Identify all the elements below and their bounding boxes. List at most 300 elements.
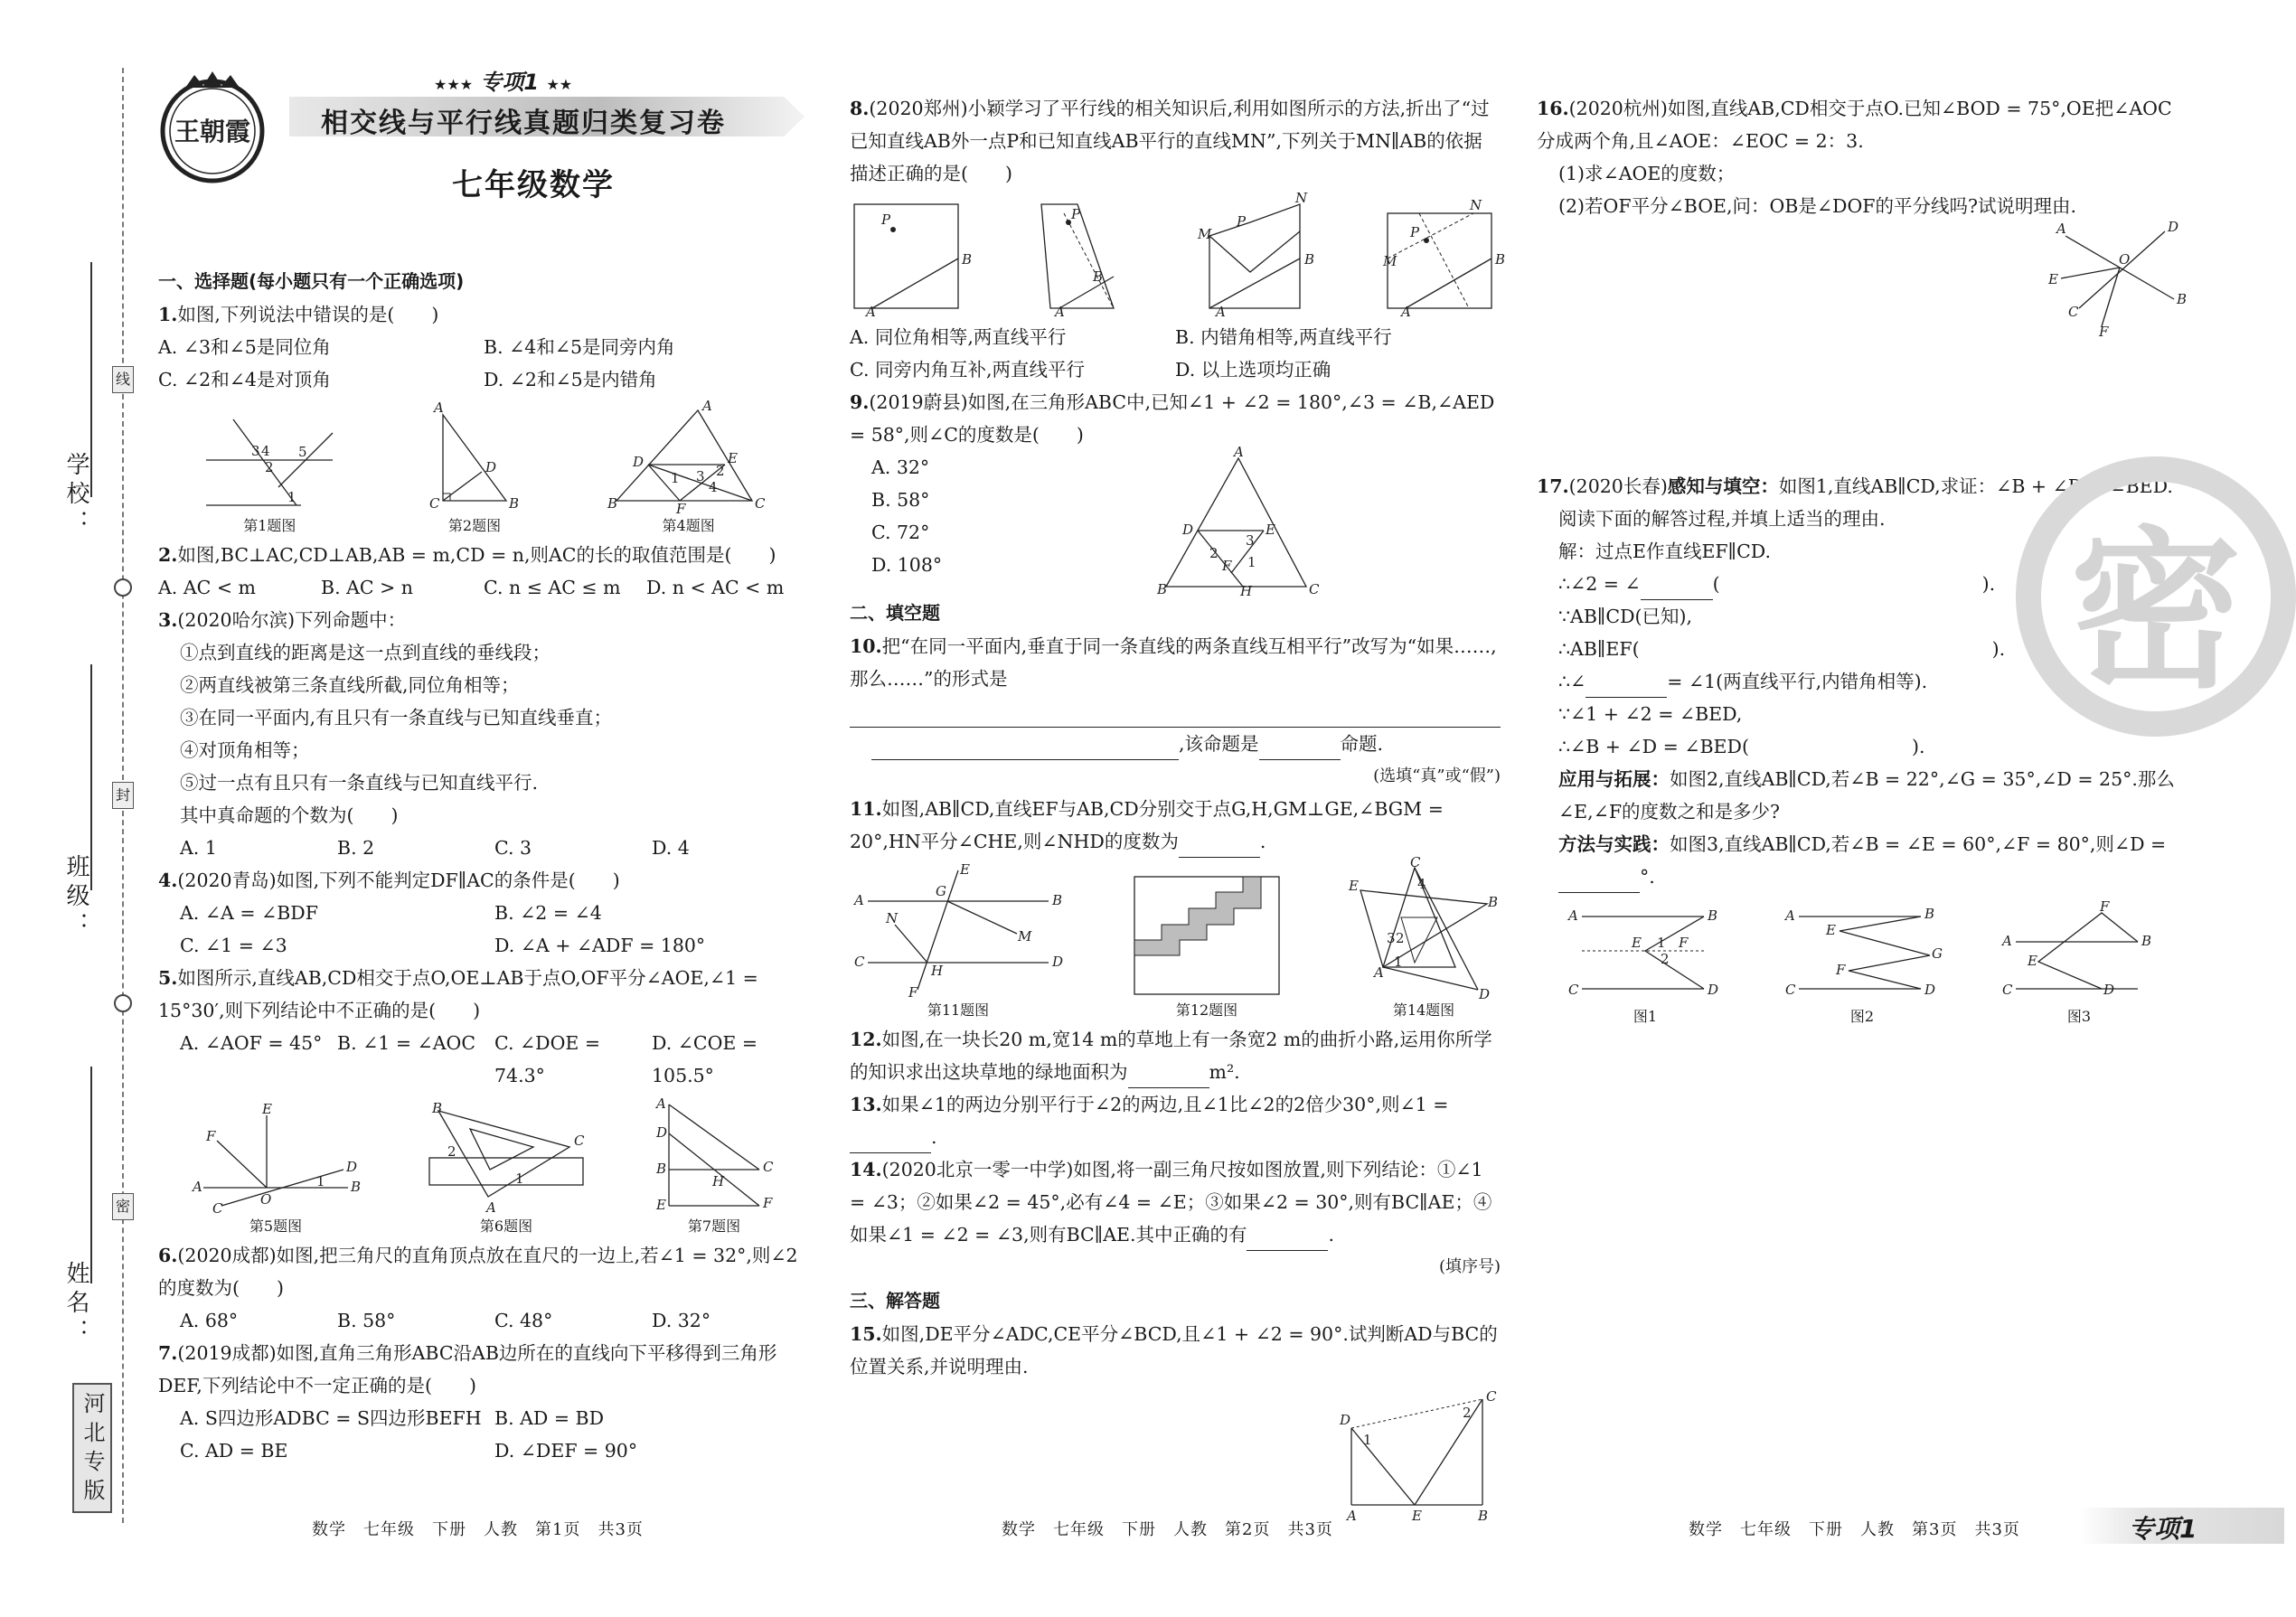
q17-step-6: ∵∠1 + ∠2 = ∠BED, xyxy=(1558,703,1743,725)
svg-text:E: E xyxy=(1266,522,1275,538)
q17-method-end: °. xyxy=(1640,866,1655,888)
figure-q7 xyxy=(651,1097,777,1236)
svg-text:1: 1 xyxy=(1363,1432,1372,1448)
figure-q2 xyxy=(420,401,529,535)
q17-bold-perceive: 感知与填空： xyxy=(1667,475,1779,497)
q9-number: 9. xyxy=(850,391,870,413)
brand-logo xyxy=(154,68,271,185)
svg-text:1: 1 xyxy=(316,1173,325,1189)
svg-text:4: 4 xyxy=(261,443,270,459)
q12-number: 12. xyxy=(850,1029,882,1050)
q17-step-7-text: ∴∠B + ∠D = ∠BED( xyxy=(1558,736,1749,757)
column-1 xyxy=(158,264,809,1467)
question-10 xyxy=(850,630,1501,760)
figure-q17-3 xyxy=(2002,898,2156,1026)
svg-text:A: A xyxy=(1400,304,1411,320)
figure-q6-caption: 第6题图 xyxy=(479,1217,533,1235)
q1-text: 如图,下列说法中错误的是( ) xyxy=(177,304,439,325)
svg-text:B: B xyxy=(1488,894,1499,910)
question-14 xyxy=(850,1153,1501,1251)
svg-text:C: C xyxy=(428,495,440,512)
q17-number: 17. xyxy=(1537,475,1569,497)
question-8 xyxy=(850,92,1501,190)
footer-page-2: 数学 七年级 下册 人教 第2页 共3页 xyxy=(1002,1520,1333,1539)
q11-end: . xyxy=(1259,831,1266,852)
q9-option-b[interactable]: B. 58° xyxy=(871,489,930,511)
figure-q4-diagram xyxy=(607,398,770,517)
svg-text:E: E xyxy=(2048,271,2058,287)
svg-text:B: B xyxy=(1052,892,1063,908)
svg-text:E: E xyxy=(1632,935,1642,951)
subject-title: 七年级数学 xyxy=(452,167,615,203)
q4-option-c[interactable]: C. ∠1 = ∠3 xyxy=(180,935,287,956)
svg-text:C: C xyxy=(1309,581,1320,597)
header-stars-row xyxy=(434,64,572,96)
secret-watermark xyxy=(2016,456,2296,737)
svg-text:4: 4 xyxy=(1417,876,1426,892)
q8-text: (2020郑州)小颖学习了平行线的相关知识后,利用如图所示的方法,折出了“过已知直线AB外一点P和已知直线AB平行的直线MN”,下列关于MN∥AB的依据描述正确的是( ) xyxy=(850,98,1490,184)
svg-text:2: 2 xyxy=(1463,1405,1472,1421)
question-3 xyxy=(158,604,809,636)
figure-q8-step2 xyxy=(1028,195,1136,320)
q6-option-d[interactable]: D. 32° xyxy=(652,1310,711,1331)
q14-text: (2020北京一零一中学)如图,将一副三角尺按如图放置,则下列结论：①∠1 = ∠3；②如果∠2 = 45°,必有∠4 = ∠E；③如果∠2 = 30°,则有BC∥AE；④如果∠1 = ∠2 = ∠3,则有BC∥AE.其中正确的有 xyxy=(850,1159,1492,1246)
svg-text:C: C xyxy=(1785,982,1796,998)
q5-option-b[interactable]: B. ∠1 = ∠AOC xyxy=(337,1032,475,1054)
svg-text:1: 1 xyxy=(1247,554,1256,570)
svg-text:2: 2 xyxy=(715,463,725,479)
svg-text:D: D xyxy=(1340,1412,1351,1428)
figure-q1 xyxy=(197,415,342,535)
svg-text:1: 1 xyxy=(515,1170,524,1187)
q16-number: 16. xyxy=(1537,98,1569,119)
q17-blank-4[interactable] xyxy=(1586,677,1667,698)
q10-tail: ,该命题是 xyxy=(1179,733,1259,755)
q5-option-c[interactable]: C. ∠DOE = 74.3° xyxy=(494,1032,601,1086)
svg-text:O: O xyxy=(2119,251,2131,268)
q3-item-1: ①点到直线的距离是这一点到直线的垂线段； xyxy=(180,642,550,663)
figure-q2-caption: 第2题图 xyxy=(447,517,502,534)
q3-text: (2020哈尔滨)下列命题中： xyxy=(177,609,407,631)
q17-blank-1[interactable] xyxy=(1641,579,1713,600)
svg-text:B: B xyxy=(432,1100,443,1116)
figure-q1-diagram xyxy=(197,415,342,514)
svg-text:3: 3 xyxy=(695,468,705,484)
footer-page-3: 数学 七年级 下册 人教 第3页 共3页 xyxy=(1689,1520,2020,1539)
question-4 xyxy=(158,864,809,897)
q14-end: . xyxy=(1328,1224,1335,1246)
q17-step-7: ∴∠B + ∠D = ∠BED( ). xyxy=(1537,730,2188,763)
svg-text:2: 2 xyxy=(265,459,274,475)
svg-text:1: 1 xyxy=(287,489,296,505)
q2-option-d[interactable]: D. n < AC < m xyxy=(646,577,785,598)
svg-text:1: 1 xyxy=(1394,954,1403,970)
q15-text: 如图,DE平分∠ADC,CE平分∠BCD,且∠1 + ∠2 = 90°.试判断AD与BC的位置关系,并说明理由. xyxy=(850,1323,1498,1377)
q10-blank-2[interactable] xyxy=(871,739,1179,760)
q9-option-d[interactable]: D. 108° xyxy=(871,554,943,576)
name-label: 姓名： xyxy=(62,1261,89,1348)
svg-text:D: D xyxy=(1479,986,1491,1002)
svg-text:A: A xyxy=(1054,304,1065,320)
svg-text:C: C xyxy=(2068,304,2079,320)
svg-text:B: B xyxy=(1092,268,1103,285)
figure-q15-diagram xyxy=(1338,1388,1501,1528)
q1-option-a[interactable]: A. ∠3和∠5是同位角 xyxy=(158,336,331,358)
figure-q17-2 xyxy=(1785,906,1943,1026)
figure-q1-caption: 第1题图 xyxy=(243,517,296,534)
svg-text:E: E xyxy=(262,1101,272,1117)
q10-note: (选填“真”或“假”) xyxy=(1373,766,1501,785)
svg-text:G: G xyxy=(1932,945,1943,962)
figure-q12 xyxy=(1130,872,1284,1020)
section-solve: 三、解答题 xyxy=(850,1290,940,1311)
q17-blank-3[interactable] xyxy=(1640,645,1992,665)
svg-text:3: 3 xyxy=(1387,930,1396,946)
header xyxy=(154,59,814,203)
svg-text:B: B xyxy=(1478,1508,1489,1524)
q2-option-c[interactable]: C. n ≤ AC ≤ m xyxy=(484,577,621,598)
svg-text:F: F xyxy=(206,1128,216,1144)
q5-number: 5. xyxy=(158,967,178,989)
figure-q4 xyxy=(607,398,770,535)
svg-text:F: F xyxy=(675,501,686,517)
svg-text:5: 5 xyxy=(298,444,307,460)
q7-options xyxy=(158,1402,809,1467)
q14-number: 14. xyxy=(850,1159,882,1180)
q2-option-a[interactable]: A. AC < m xyxy=(158,577,256,598)
svg-text:N: N xyxy=(1295,190,1308,206)
svg-text:M: M xyxy=(1018,928,1032,945)
q17-step-5-text: ∴∠ xyxy=(1558,671,1586,692)
svg-text:D: D xyxy=(485,459,497,475)
binding-hole-1 xyxy=(114,578,132,597)
q6-option-a[interactable]: A. 68° xyxy=(180,1310,239,1331)
svg-text:B: B xyxy=(1304,251,1315,268)
q13-blank[interactable] xyxy=(850,1133,931,1153)
q6-options xyxy=(158,1304,809,1337)
q17-bold-apply: 应用与拓展： xyxy=(1558,768,1670,790)
svg-text:O: O xyxy=(260,1191,272,1208)
question-11 xyxy=(850,793,1501,858)
q10-tail2: 命题. xyxy=(1340,733,1384,755)
svg-text:B: B xyxy=(962,251,973,268)
svg-text:A: A xyxy=(486,1199,496,1216)
q17-app-text: 如图2,直线AB∥CD,若∠B = 22°,∠G = 35°,∠D = 25°.那么∠E,∠F的度数之和是多少? xyxy=(1558,768,2175,823)
q7-option-a[interactable]: A. S四边形ADBC = S四边形BEFH xyxy=(180,1407,482,1429)
q11-text: 如图,AB∥CD,直线EF与AB,CD分别交于点G,H,GM⊥GE,∠BGM = 20°,HN平分∠CHE,则∠NHD的度数为 xyxy=(850,798,1444,852)
svg-text:C: C xyxy=(574,1133,585,1149)
q1-option-b[interactable]: B. ∠4和∠5是同旁内角 xyxy=(484,336,675,358)
figure-row-q17 xyxy=(1537,898,2188,1026)
question-1 xyxy=(158,298,809,331)
svg-text:D: D xyxy=(656,1124,668,1141)
q8-option-d[interactable]: D. 以上选项均正确 xyxy=(1175,359,1331,381)
svg-text:F: F xyxy=(1836,962,1846,978)
q5-text: 如图所示,直线AB,CD相交于点O,OE⊥AB于点O,OF平分∠AOE,∠1 = 15°30′,则下列结论中不正确的是( ) xyxy=(158,967,758,1021)
svg-text:A: A xyxy=(1785,907,1795,924)
q9-text: (2019蔚县)如图,在三角形ABC中,已知∠1 + ∠2 = 180°,∠3 = ∠B,∠AED = 58°,则∠C的度数是( ) xyxy=(850,391,1495,446)
watermark-char: 密 xyxy=(2069,511,2242,711)
svg-text:E: E xyxy=(2028,953,2037,969)
svg-text:D: D xyxy=(346,1159,358,1175)
section-fill: 二、填空题 xyxy=(850,602,940,624)
q6-text: (2020成都)如图,把三角尺的直角顶点放在直尺的一边上,若∠1 = 32°,则∠2的度数为( ) xyxy=(158,1245,798,1299)
q17-blank-5[interactable] xyxy=(1749,743,1912,763)
q17-method-text: 如图3,直线AB∥CD,若∠B = ∠E = 60°,∠F = 80°,则∠D = xyxy=(1670,833,2167,855)
svg-text:A: A xyxy=(1568,907,1578,924)
figure-q17-3-diagram xyxy=(2002,898,2156,1005)
svg-text:3: 3 xyxy=(251,443,260,459)
q5-option-d[interactable]: D. ∠COE = 105.5° xyxy=(652,1032,758,1086)
svg-text:A: A xyxy=(866,304,876,320)
figure-q14 xyxy=(1347,854,1501,1020)
figure-q6 xyxy=(425,1102,588,1236)
q1-options xyxy=(158,331,809,396)
svg-text:3: 3 xyxy=(1246,532,1255,549)
svg-text:B: B xyxy=(1924,906,1935,922)
q5-options xyxy=(158,1027,809,1092)
q3-tail: 其中真命题的个数为( ) xyxy=(180,804,399,826)
q10-text: 把“在同一平面内,垂直于同一条直线的两条直线互相平行”改写为“如果……,那么……”的形式是 xyxy=(850,635,1497,690)
svg-text:B: B xyxy=(656,1161,667,1177)
svg-text:A: A xyxy=(2002,933,2012,949)
svg-text:D: D xyxy=(2103,982,2115,998)
figure-q17-2-caption: 图2 xyxy=(1849,1008,1875,1025)
svg-text:E: E xyxy=(1826,922,1836,938)
q1-option-c[interactable]: C. ∠2和∠4是对顶角 xyxy=(158,369,331,390)
svg-text:F: F xyxy=(1679,935,1689,951)
special-label: 专项1 xyxy=(480,70,540,95)
figure-q17-3-caption: 图3 xyxy=(2066,1008,2092,1025)
q9-body xyxy=(850,444,1501,599)
q4-option-d[interactable]: D. ∠A + ∠ADF = 180° xyxy=(494,935,706,956)
column-2 xyxy=(850,92,1505,1531)
svg-text:H: H xyxy=(931,963,944,979)
brand-name: 王朝霞 xyxy=(174,117,251,146)
q2-options xyxy=(158,571,809,604)
svg-text:B: B xyxy=(607,495,617,512)
figure-q7-diagram xyxy=(651,1097,777,1215)
figure-q17-1 xyxy=(1568,906,1722,1026)
svg-text:F: F xyxy=(908,984,918,1001)
stars-right: ★★ xyxy=(546,76,573,93)
figure-q5 xyxy=(190,1101,362,1236)
q1-number: 1. xyxy=(158,304,178,325)
svg-text:A: A xyxy=(1374,964,1384,981)
q3-item-2: ②两直线被第三条直线所截,同位角相等； xyxy=(180,674,520,696)
q17-step-3: ∵AB∥CD(已知), xyxy=(1558,606,1693,627)
svg-text:C: C xyxy=(1410,854,1421,870)
q3-option-d[interactable]: D. 4 xyxy=(652,837,690,859)
svg-text:2: 2 xyxy=(447,1143,456,1160)
q7-text: (2019成都)如图,直角三角形ABC沿AB边所在的直线向下平移得到三角形DEF,下列结论中不一定正确的是( ) xyxy=(158,1342,777,1396)
figure-q17-1-diagram xyxy=(1568,906,1722,1005)
svg-text:B: B xyxy=(351,1179,362,1195)
q4-option-b[interactable]: B. ∠2 = ∠4 xyxy=(494,902,602,924)
svg-text:C: C xyxy=(212,1200,223,1217)
svg-text:N: N xyxy=(886,910,899,926)
svg-text:A: A xyxy=(193,1179,202,1195)
class-label: 班级： xyxy=(62,854,89,941)
figure-q14-diagram xyxy=(1347,854,1501,1002)
question-7 xyxy=(158,1337,809,1402)
binding-char-line: 线 xyxy=(112,366,134,393)
q17-step-4-text: ∴AB∥EF( xyxy=(1558,638,1640,660)
question-13 xyxy=(850,1088,1501,1153)
svg-text:C: C xyxy=(2002,982,2013,998)
q17-blank-6[interactable] xyxy=(1558,872,1640,893)
q5-option-a[interactable]: A. ∠AOF = 45° xyxy=(180,1032,323,1054)
svg-text:B: B xyxy=(2141,933,2152,949)
q8-option-c[interactable]: C. 同旁内角互补,两直线平行 xyxy=(850,359,1086,381)
q17-step-1: 解：过点E作直线EF∥CD. xyxy=(1558,541,1772,562)
q3-options xyxy=(158,832,809,864)
question-9 xyxy=(850,386,1501,451)
figure-q17-1-caption: 图1 xyxy=(1633,1008,1658,1025)
q14-note: (填序号) xyxy=(1438,1257,1501,1276)
q14-blank[interactable] xyxy=(1247,1230,1328,1251)
q13-text: 如果∠1的两边分别平行于∠2的两边,且∠1比∠2的2倍少30°,则∠1 = xyxy=(881,1094,1449,1115)
svg-text:G: G xyxy=(936,883,946,899)
q8-option-b[interactable]: B. 内错角相等,两直线平行 xyxy=(1175,326,1392,348)
q3-option-c[interactable]: C. 3 xyxy=(494,837,532,859)
q3-option-a[interactable]: A. 1 xyxy=(180,837,217,859)
question-12 xyxy=(850,1023,1501,1088)
svg-text:E: E xyxy=(1349,878,1359,894)
svg-text:C: C xyxy=(854,954,865,970)
figure-q8-step3 xyxy=(1196,190,1322,320)
figure-q11-diagram xyxy=(850,863,1067,999)
q9-option-a[interactable]: A. 32° xyxy=(871,456,930,478)
svg-text:P: P xyxy=(1237,213,1247,230)
q10-blank-3[interactable] xyxy=(1259,739,1341,760)
question-5 xyxy=(158,962,809,1027)
q9-option-c[interactable]: C. 72° xyxy=(871,522,930,543)
svg-text:1: 1 xyxy=(670,470,680,486)
svg-text:D: D xyxy=(1182,522,1194,538)
name-underline xyxy=(90,1067,92,1283)
figure-q17-2-diagram xyxy=(1785,906,1943,1005)
q7-option-b[interactable]: B. AD = BD xyxy=(494,1407,605,1429)
q11-blank[interactable] xyxy=(1179,837,1260,858)
svg-text:A: A xyxy=(2056,221,2066,237)
figure-q11 xyxy=(850,863,1067,1020)
svg-text:E: E xyxy=(960,861,970,878)
svg-text:D: D xyxy=(1708,982,1719,998)
binding-hole-2 xyxy=(114,994,132,1012)
figure-q12-caption: 第12题图 xyxy=(1175,1001,1238,1019)
binding-char-secret: 密 xyxy=(112,1193,134,1220)
q4-options xyxy=(158,897,809,962)
svg-text:1: 1 xyxy=(1657,935,1666,951)
svg-text:B: B xyxy=(1708,907,1718,924)
figure-q8-step4 xyxy=(1382,195,1505,320)
svg-text:A: A xyxy=(1234,444,1244,460)
svg-text:A: A xyxy=(433,400,444,416)
section-choice: 一、选择题(每小题只有一个正确选项) xyxy=(158,270,465,292)
question-16 xyxy=(1537,92,2188,157)
figure-q7-caption: 第7题图 xyxy=(687,1217,741,1235)
q6-option-b[interactable]: B. 58° xyxy=(337,1310,396,1331)
q17-text: 如图1,直线AB∥CD,求证：∠B + ∠D = ∠BED. xyxy=(1778,475,2173,497)
svg-text:F: F xyxy=(2100,898,2110,915)
q16-part-2: (2)若OF平分∠BOE,问：OB是∠DOF的平分线吗?试说明理由. xyxy=(1558,195,2076,217)
q7-number: 7. xyxy=(158,1342,178,1364)
q7-option-d[interactable]: D. ∠DEF = 90° xyxy=(494,1440,638,1462)
binding-char-seal: 封 xyxy=(112,782,134,809)
footer-page-1: 数学 七年级 下册 人教 第1页 共3页 xyxy=(312,1520,644,1539)
q15-number: 15. xyxy=(850,1323,882,1345)
svg-text:C: C xyxy=(1568,982,1579,998)
q3-number: 3. xyxy=(158,609,178,631)
svg-text:M: M xyxy=(1198,226,1212,242)
page-title: 相交线与平行线真题归类复习卷 xyxy=(321,108,726,139)
q10-number: 10. xyxy=(850,635,882,657)
question-2 xyxy=(158,539,809,571)
figure-q11-caption: 第11题图 xyxy=(927,1001,990,1019)
q17-step-2-text: ∴∠2 = ∠ xyxy=(1558,573,1641,595)
svg-text:B: B xyxy=(508,495,520,512)
binding-strip xyxy=(0,0,145,1617)
q3-item-3: ③在同一平面内,有且只有一条直线与已知直线垂直； xyxy=(180,707,613,729)
svg-text:E: E xyxy=(656,1197,666,1213)
question-6 xyxy=(158,1239,809,1304)
svg-text:F: F xyxy=(1222,558,1232,574)
figure-q8-step1 xyxy=(850,195,973,320)
q6-number: 6. xyxy=(158,1245,178,1266)
q17-step-5-tail: = ∠1(两直线平行,内错角相等). xyxy=(1667,671,1928,692)
figure-q2-diagram xyxy=(420,401,529,514)
svg-text:A: A xyxy=(854,892,864,908)
svg-text:E: E xyxy=(727,450,738,466)
q17-step-4: ∴AB∥EF( ). xyxy=(1537,633,2188,665)
q3-item-4: ④对顶角相等； xyxy=(180,739,310,761)
school-label: 学校： xyxy=(62,452,89,539)
svg-text:A: A xyxy=(656,1095,666,1112)
q1-option-d[interactable]: D. ∠2和∠5是内错角 xyxy=(484,369,657,390)
svg-text:D: D xyxy=(2168,219,2179,235)
svg-text:F: F xyxy=(2099,324,2109,340)
q13-end: . xyxy=(931,1126,937,1148)
figure-q6-diagram xyxy=(425,1102,588,1215)
svg-text:A: A xyxy=(1216,304,1227,320)
q4-option-a[interactable]: A. ∠A = ∠BDF xyxy=(180,902,318,924)
q8-option-a[interactable]: A. 同位角相等,两直线平行 xyxy=(850,326,1067,348)
q2-option-b[interactable]: B. AC > n xyxy=(321,577,413,598)
q17-blank-2[interactable] xyxy=(1720,580,1982,600)
svg-text:C: C xyxy=(763,1159,774,1175)
figure-q8-row xyxy=(850,190,1505,320)
svg-text:A: A xyxy=(701,398,712,414)
q17-bold-method: 方法与实践： xyxy=(1558,833,1670,855)
q8-options xyxy=(850,321,1501,386)
corner-special-label: 专项1 xyxy=(2129,1514,2197,1544)
q7-option-c[interactable]: C. AD = BE xyxy=(180,1440,288,1462)
q10-blank-1[interactable] xyxy=(850,707,1501,728)
figure-q9-diagram xyxy=(1157,444,1320,599)
svg-text:H: H xyxy=(712,1173,725,1189)
q17-lead: (2020长春) xyxy=(1568,475,1668,497)
q3-option-b[interactable]: B. 2 xyxy=(337,837,375,859)
svg-text:D: D xyxy=(632,454,644,470)
q2-text: 如图,BC⊥AC,CD⊥AB,AB = m,CD = n,则AC的长的取值范围是( ) xyxy=(177,544,776,566)
q6-option-c[interactable]: C. 48° xyxy=(494,1310,553,1331)
q12-blank[interactable] xyxy=(1128,1067,1209,1088)
svg-text:B: B xyxy=(1157,581,1168,597)
svg-text:N: N xyxy=(1469,197,1482,213)
q16-text: (2020杭州)如图,直线AB,CD相交于点O.已知∠BOD = 75°,OE把∠AOC分成两个角,且∠AOE：∠EOC = 2：3. xyxy=(1537,98,2172,152)
svg-text:E: E xyxy=(1412,1508,1422,1524)
